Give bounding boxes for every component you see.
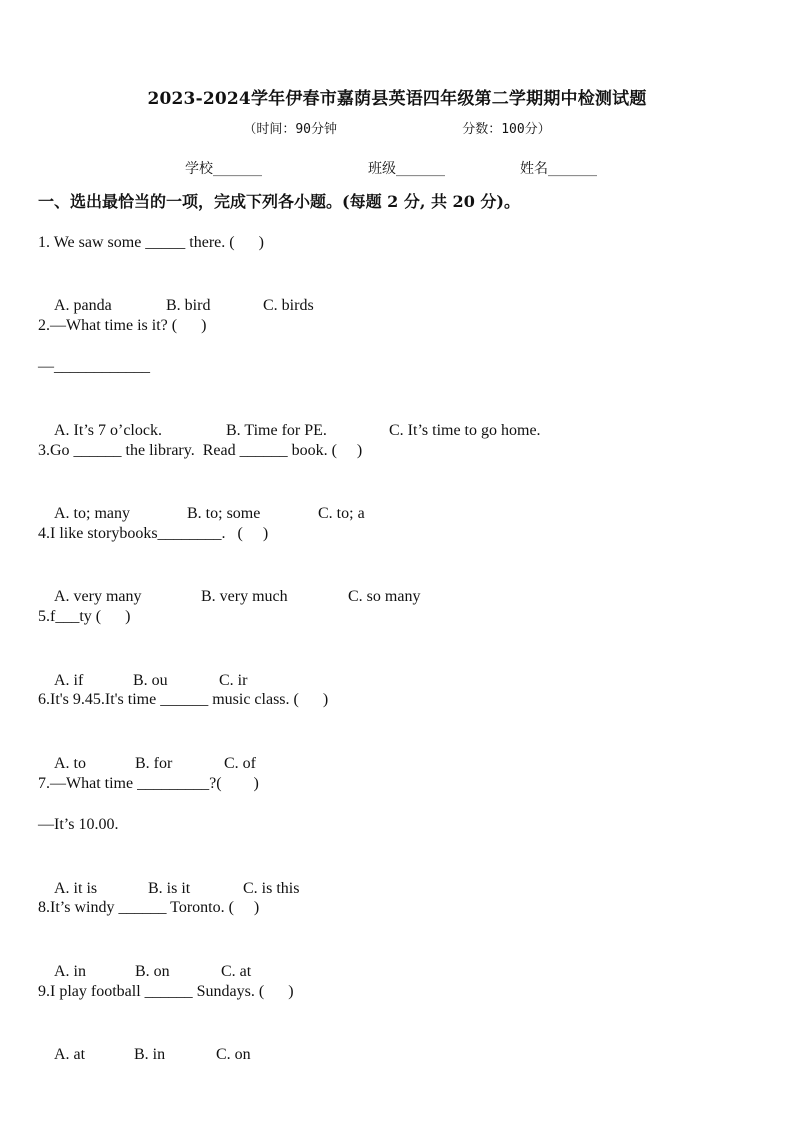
option-a[interactable]: A. it is (54, 880, 98, 897)
option-c[interactable]: C. on (216, 1046, 251, 1063)
option-a[interactable]: A. to; many (54, 505, 130, 522)
option-a[interactable]: A. to (54, 755, 86, 772)
option-a[interactable]: A. at (54, 1046, 86, 1063)
option-b[interactable]: B. bird (166, 297, 211, 314)
option-c[interactable]: C. is this (243, 880, 300, 897)
question-9: 9.I play football ______ Sundays. ( ) (38, 983, 294, 1000)
option-c[interactable]: C. ir (219, 672, 248, 689)
class-field[interactable]: 班级_______ (368, 161, 445, 177)
question-4: 4.I like storybooks________. ( ) (38, 525, 269, 542)
question-3: 3.Go ______ the library. Read ______ book. ( ) (38, 442, 363, 459)
option-c[interactable]: C. It’s time to go home. (389, 422, 541, 439)
option-a[interactable]: A. panda (54, 297, 112, 314)
question-7: 7.—What time _________?( ) (38, 775, 259, 792)
page-title: 2023-2024学年伊春市嘉荫县英语四年级第二学期期中检测试题 (147, 89, 647, 109)
option-b[interactable]: B. on (135, 963, 170, 980)
option-b[interactable]: B. Time for PE. (226, 422, 327, 439)
question-9-options (38, 1022, 778, 1088)
option-b[interactable]: B. very much (201, 588, 288, 605)
name-field[interactable]: 姓名_______ (520, 161, 597, 177)
question-6: 6.It's 9.45.It's time ______ music class. ( ) (38, 691, 329, 708)
option-c[interactable]: C. birds (263, 297, 314, 314)
option-c[interactable]: C. at (221, 963, 252, 980)
exam-time-score: （时间：90分钟 分数：100分） (243, 122, 551, 137)
question-8: 8.It’s windy ______ Toronto. ( ) (38, 899, 260, 916)
student-info-row (0, 158, 794, 180)
question-2-answer-line: —____________ (38, 358, 150, 375)
question-5: 5.f___ty ( ) (38, 608, 131, 625)
option-b[interactable]: B. in (134, 1046, 166, 1063)
option-c[interactable]: C. to; a (318, 505, 365, 522)
option-b[interactable]: B. ou (133, 672, 168, 689)
question-2: 2.—What time is it? ( ) (38, 317, 207, 334)
question-7-answer-line: —It’s 10.00. (38, 816, 119, 833)
school-field[interactable]: 学校_______ (185, 161, 262, 177)
option-a[interactable]: A. in (54, 963, 86, 980)
option-a[interactable]: A. very many (54, 588, 142, 605)
option-b[interactable]: B. for (135, 755, 173, 772)
option-b[interactable]: B. to; some (187, 505, 261, 522)
option-a[interactable]: A. if (54, 672, 84, 689)
section-heading: 一、选出最恰当的一项，完成下列各小题。(每题 2 分, 共 20 分)。 (38, 192, 520, 211)
option-b[interactable]: B. is it (148, 880, 191, 897)
option-a[interactable]: A. It’s 7 o’clock. (54, 422, 162, 439)
option-c[interactable]: C. of (224, 755, 256, 772)
option-c[interactable]: C. so many (348, 588, 421, 605)
question-1: 1. We saw some _____ there. ( ) (38, 234, 264, 251)
